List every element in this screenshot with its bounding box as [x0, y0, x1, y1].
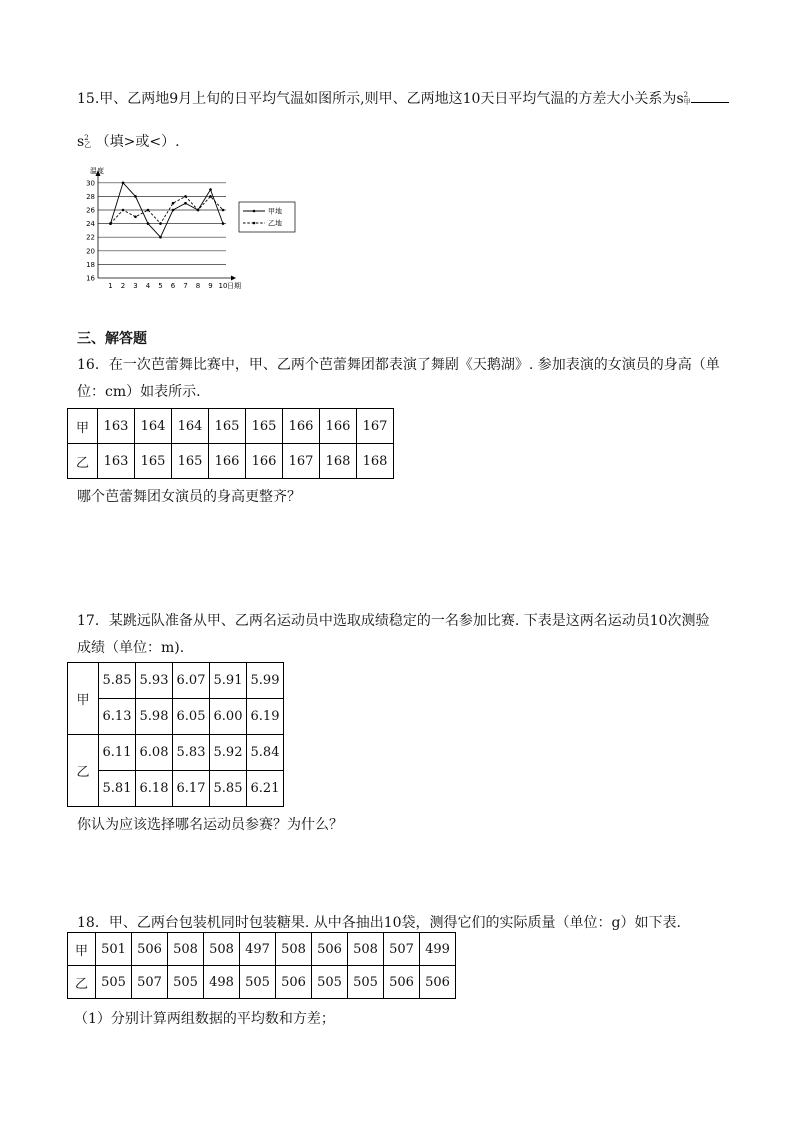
table-cell: 6.18	[136, 771, 173, 807]
table-cell: 6.05	[173, 699, 210, 735]
table-cell: 498	[204, 966, 240, 999]
q16-question: 哪个芭蕾舞团女演员的身高更整齐？	[77, 489, 301, 505]
table-cell: 163	[98, 444, 135, 479]
q18-line1: 18．甲、乙两台包装机同时包装糖果. 从中各抽出10袋，测得它们的实际质量（单位：g）如下表.	[77, 915, 681, 931]
y-tick-label: 26	[86, 206, 95, 215]
data-point	[209, 188, 212, 191]
q15-line2	[77, 131, 180, 151]
q18-sub1: （1）分别计算两组数据的平均数和方差；	[74, 1011, 335, 1027]
data-point	[122, 209, 125, 212]
y-tick-label: 30	[86, 179, 95, 188]
table-cell: 5.98	[136, 699, 173, 735]
y-axis-label: 温度	[90, 167, 104, 175]
table-cell: 506	[420, 966, 456, 999]
row-label: 乙	[68, 735, 99, 807]
table-cell: 506	[276, 966, 312, 999]
q16-line1: 16．在一次芭蕾舞比赛中，甲、乙两个芭蕾舞团都表演了舞剧《天鹅湖》. 参加表演的女演员的身高（单	[77, 357, 720, 373]
temperature-line-chart	[76, 164, 306, 296]
table-cell: 165	[172, 444, 209, 479]
table-cell: 6.21	[247, 771, 284, 807]
q17-score-table	[67, 662, 284, 807]
q15-hint: （填>或<）.	[95, 134, 180, 150]
table-cell: 165	[135, 444, 172, 479]
q17-question: 你认为应该选择哪名运动员参赛？为什么？	[77, 817, 343, 833]
x-tick-label: 5	[158, 282, 163, 290]
table-cell: 167	[357, 409, 394, 444]
y-tick-label: 24	[86, 220, 95, 229]
x-tick-label: 10	[218, 282, 228, 290]
table-cell: 163	[98, 409, 135, 444]
table-cell: 6.07	[173, 663, 210, 699]
data-point	[222, 222, 225, 225]
data-point	[222, 209, 225, 212]
x-axis-label: 日期	[227, 282, 241, 290]
table-cell: 5.91	[210, 663, 247, 699]
table-cell: 5.85	[210, 771, 247, 807]
legend-label: 甲地	[268, 207, 282, 216]
table-cell: 5.85	[99, 663, 136, 699]
q18-weight-table	[67, 932, 456, 999]
data-point	[159, 222, 162, 225]
table-cell: 6.13	[99, 699, 136, 735]
data-point	[134, 216, 137, 219]
table-cell: 505	[348, 966, 384, 999]
table-cell: 164	[135, 409, 172, 444]
variance-jia: s 2 甲	[676, 91, 691, 107]
data-point	[109, 222, 112, 225]
table-cell: 508	[348, 933, 384, 966]
section-title: 三、解答题	[77, 331, 147, 347]
table-cell: 165	[246, 409, 283, 444]
q15-text: 15.甲、乙两地9月上旬的日平均气温如图所示,则甲、乙两地这10天日平均气温的方差大小关系为	[77, 91, 677, 107]
legend-label: 乙地	[268, 219, 282, 228]
data-point	[172, 202, 175, 205]
table-row	[68, 444, 394, 479]
table-cell: 166	[246, 444, 283, 479]
table-row	[68, 933, 456, 966]
q15-line1	[77, 88, 729, 108]
table-cell: 508	[168, 933, 204, 966]
data-point	[184, 202, 187, 205]
q17-line1: 17．某跳远队准备从甲、乙两名运动员中选取成绩稳定的一名参加比赛. 下表是这两名运动员10次测验	[77, 613, 710, 629]
row-label: 甲	[68, 409, 98, 444]
table-cell: 168	[357, 444, 394, 479]
data-point	[159, 236, 162, 239]
row-label: 乙	[68, 444, 98, 479]
x-tick-label: 3	[133, 282, 138, 290]
table-cell: 501	[96, 933, 132, 966]
q17-line2: 成绩（单位：m).	[77, 640, 185, 656]
table-cell: 506	[384, 966, 420, 999]
data-point	[197, 209, 200, 212]
legend-marker	[253, 210, 256, 213]
x-tick-label: 9	[208, 282, 213, 290]
x-tick-label: 1	[108, 282, 113, 290]
table-cell: 168	[320, 444, 357, 479]
table-cell: 166	[320, 409, 357, 444]
answer-blank[interactable]	[691, 90, 729, 103]
table-cell: 6.17	[173, 771, 210, 807]
legend-box	[239, 202, 295, 232]
q16-height-table	[67, 408, 394, 479]
table-row	[68, 699, 284, 735]
y-tick-label: 18	[86, 260, 95, 269]
table-cell: 506	[312, 933, 348, 966]
data-point	[147, 209, 150, 212]
table-cell: 6.19	[247, 699, 284, 735]
y-tick-label: 28	[86, 192, 95, 201]
q16-line2: 位：cm）如表所示.	[77, 384, 201, 400]
table-row	[68, 409, 394, 444]
table-cell: 5.93	[136, 663, 173, 699]
table-cell: 506	[132, 933, 168, 966]
x-tick-label: 8	[195, 282, 201, 290]
x-tick-label: 2	[120, 282, 126, 290]
table-cell: 505	[240, 966, 276, 999]
table-cell: 497	[240, 933, 276, 966]
table-cell: 508	[204, 933, 240, 966]
data-point	[122, 182, 125, 185]
x-tick-label: 4	[145, 282, 151, 290]
y-tick-label: 16	[86, 274, 95, 283]
y-tick-label: 20	[86, 247, 95, 256]
table-cell: 5.84	[247, 735, 284, 771]
table-cell: 5.99	[247, 663, 284, 699]
table-row	[68, 663, 284, 699]
table-cell: 6.00	[210, 699, 247, 735]
table-cell: 499	[420, 933, 456, 966]
table-cell: 164	[172, 409, 209, 444]
table-cell: 6.11	[99, 735, 136, 771]
data-point	[147, 222, 150, 225]
table-cell: 508	[276, 933, 312, 966]
table-cell: 5.81	[99, 771, 136, 807]
table-row	[68, 771, 284, 807]
x-tick-label: 6	[170, 282, 176, 290]
table-cell: 507	[132, 966, 168, 999]
table-cell: 505	[96, 966, 132, 999]
variance-yi: s 2 乙	[77, 134, 92, 150]
table-cell: 166	[283, 409, 320, 444]
row-label: 甲	[68, 663, 99, 735]
x-axis-arrow	[231, 276, 236, 281]
table-cell: 507	[384, 933, 420, 966]
table-cell: 165	[209, 409, 246, 444]
table-cell: 505	[168, 966, 204, 999]
x-tick-label: 7	[183, 282, 188, 290]
row-label: 乙	[68, 966, 96, 999]
table-cell: 166	[209, 444, 246, 479]
data-point	[134, 195, 137, 198]
data-point	[209, 195, 212, 198]
data-point	[184, 195, 187, 198]
table-cell: 6.08	[136, 735, 173, 771]
table-cell: 5.83	[173, 735, 210, 771]
table-cell: 167	[283, 444, 320, 479]
table-row	[68, 966, 456, 999]
legend-marker	[253, 222, 256, 225]
data-point	[172, 209, 175, 212]
table-cell: 505	[312, 966, 348, 999]
row-label: 甲	[68, 933, 96, 966]
table-row	[68, 735, 284, 771]
y-tick-label: 22	[86, 233, 95, 242]
table-cell: 5.92	[210, 735, 247, 771]
